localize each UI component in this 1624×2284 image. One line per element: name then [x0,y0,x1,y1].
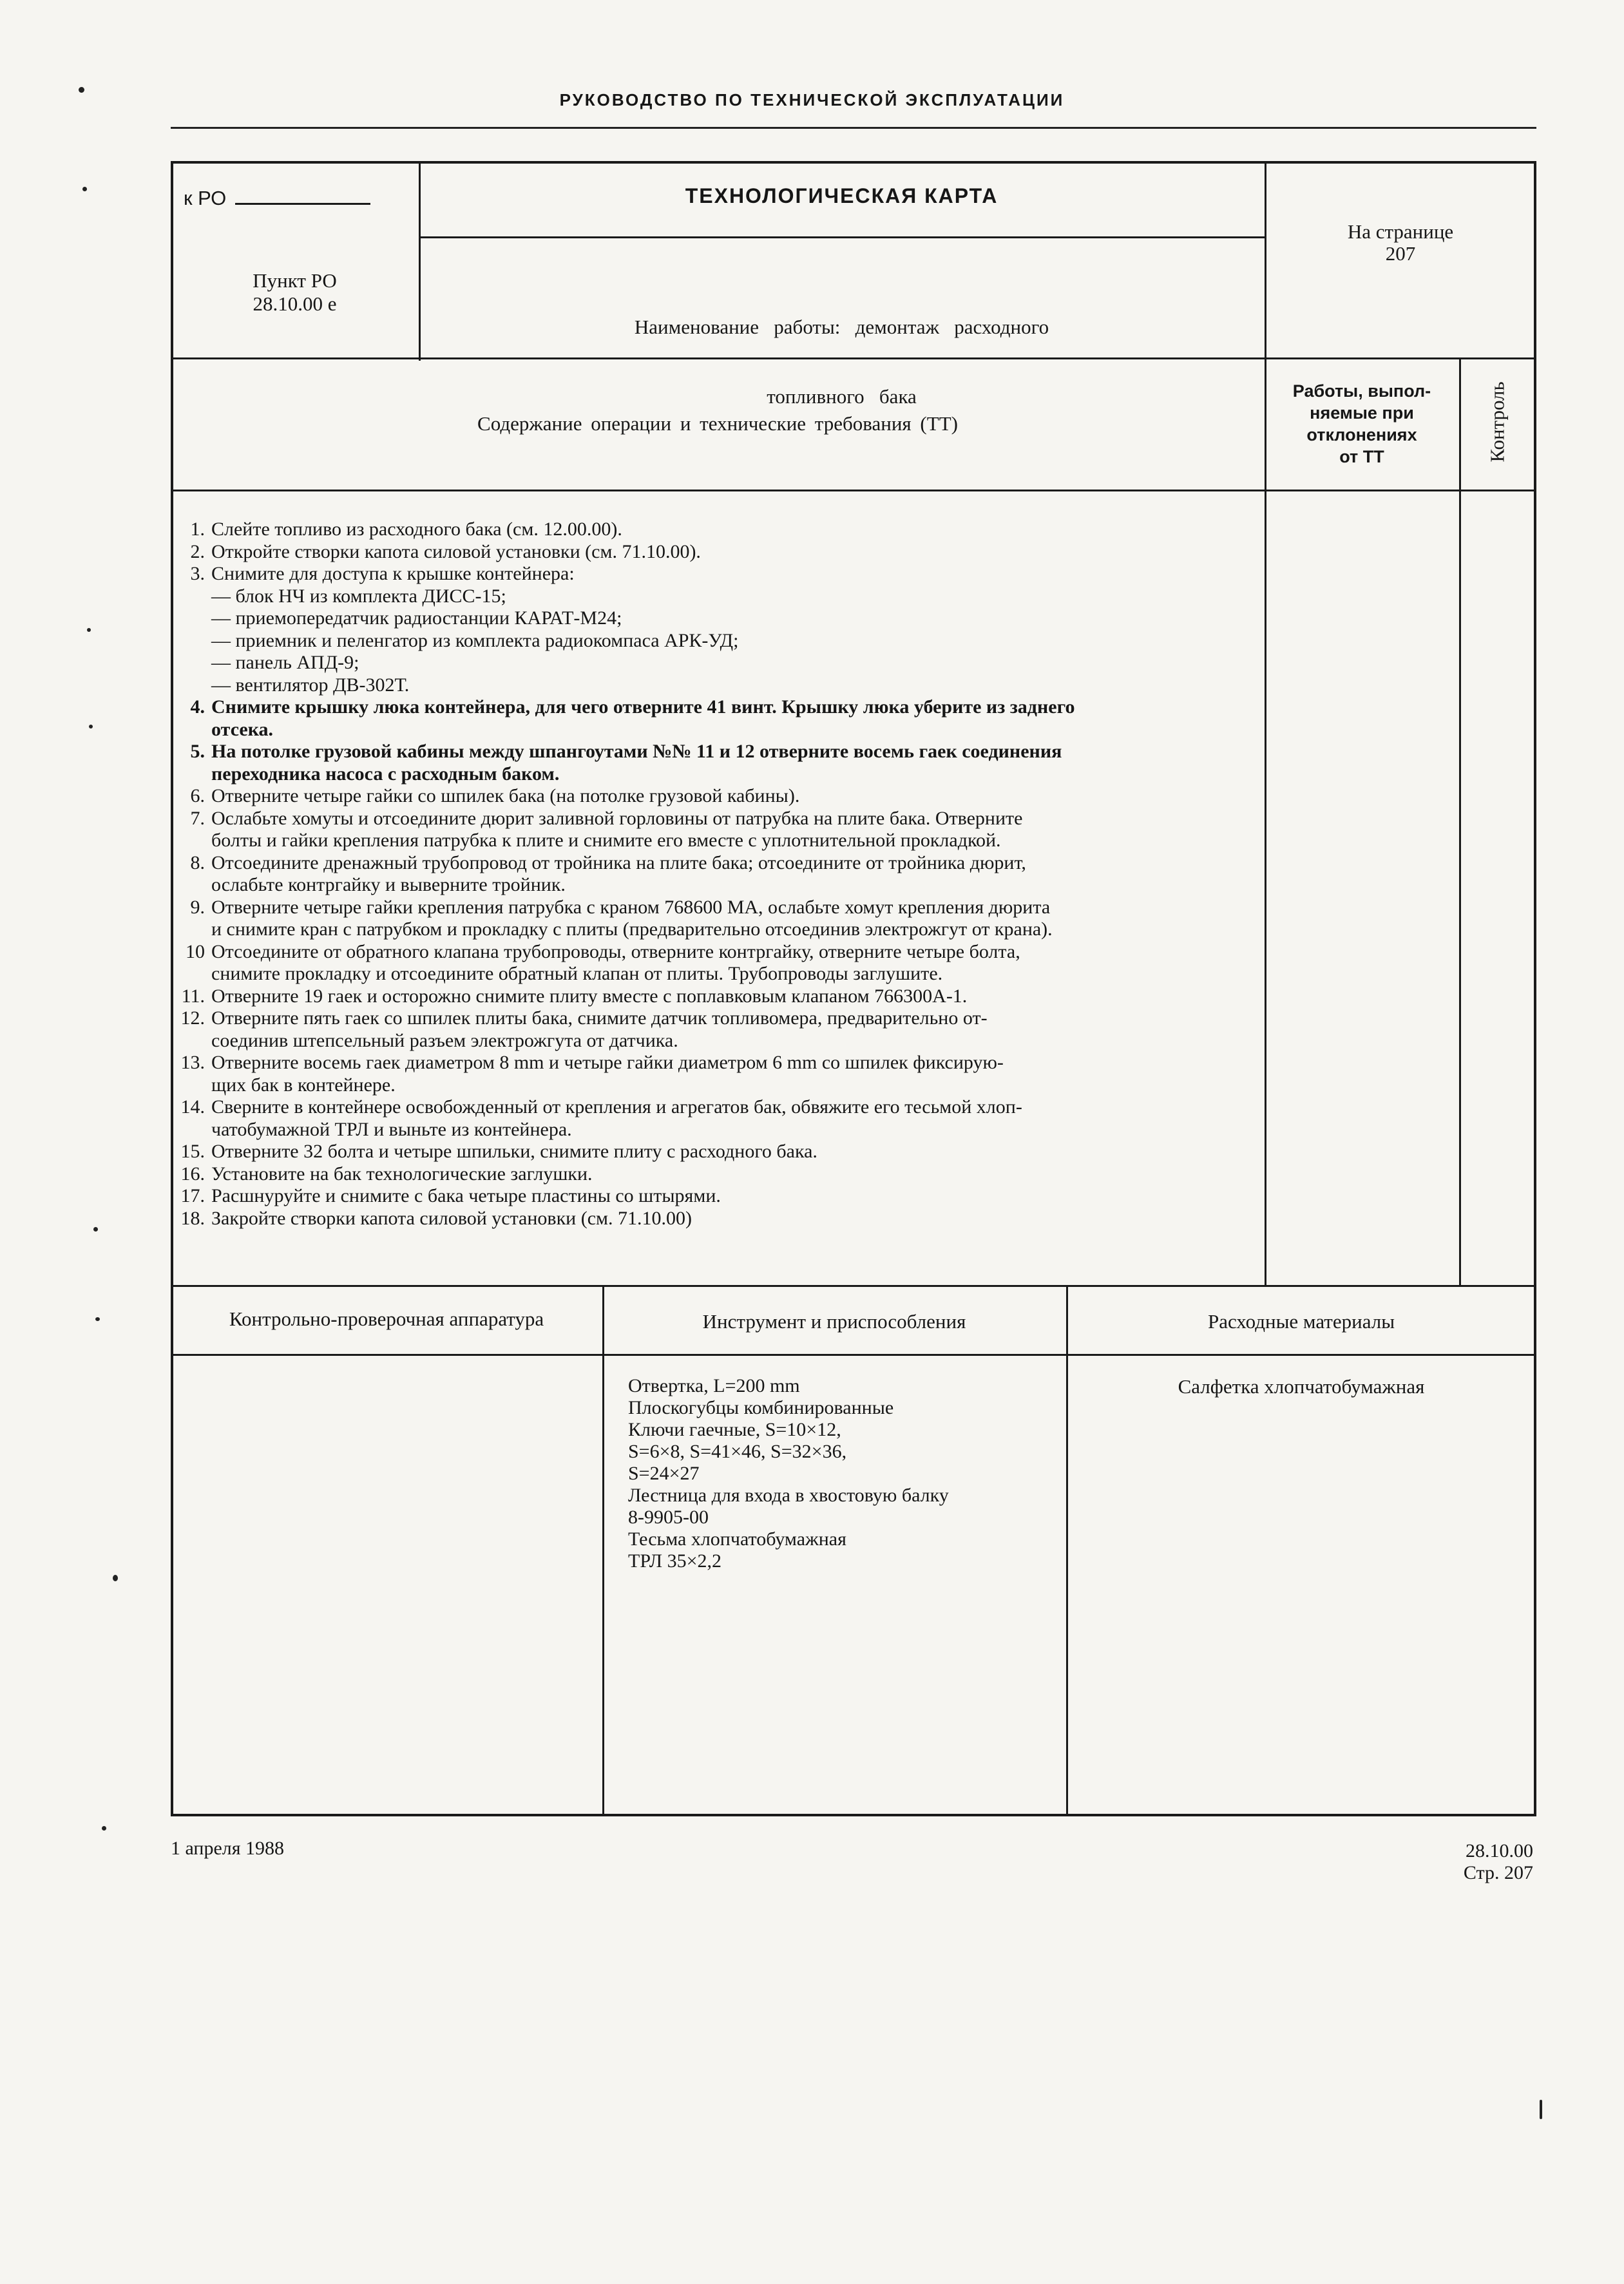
deviations-line: няемые при [1310,403,1414,423]
content-column-header: Содержание операции и технические требования (ТТ) [477,412,958,435]
operation-item [175,963,1261,985]
operation-item [175,585,1261,608]
scan-speck [1540,2100,1542,2119]
operation-item [175,1141,1261,1163]
on-page-label: На странице [1347,220,1454,243]
scan-speck [79,87,84,93]
operation-text: Отверните 32 болта и четыре шпильки, снимите плиту с расходного бака. [211,1141,817,1162]
operation-text: Откройте створки капота силовой установки (см. 71.10.00). [211,540,701,562]
footer-ref [1404,1840,1533,1884]
operation-text: — приемопередатчик радиостанции КАРАТ-М24; [211,607,622,629]
operation-item [175,1185,1261,1208]
operation-text: Отверните четыре гайки крепления патрубка с краном 768600 МА, ослабьте хомут крепления дюрита [211,896,1051,918]
scan-speck [82,187,87,191]
operation-text: Отверните четыре гайки со шпилек бака (на потолке грузовой кабины). [211,785,800,806]
deviations-line: отклонениях [1306,425,1417,444]
operation-item [175,1030,1261,1052]
operation-item [175,519,1261,541]
operation-text: Отверните 19 гаек и осторожно снимите плиту вместе с поплавковым клапаном 766300А-1. [211,985,968,1007]
operation-number [175,719,211,741]
operation-text: соединив штепсельный разъем электрожгута от датчика. [211,1029,678,1051]
footer-code: 28.10.00 [1466,1840,1533,1861]
divider [1066,1285,1068,1816]
operation-item [175,1052,1261,1074]
operation-text: Закройте створки капота силовой установки (см. 71.10.00) [211,1207,693,1229]
k-ro-blank [235,187,370,205]
k-ro-label: к РО [184,187,227,209]
operation-item [175,763,1261,786]
operation-text: Сверните в контейнере освобожденный от крепления и агрегатов бак, обвяжите его тесьмой хлоп- [211,1096,1022,1118]
deviations-line: Работы, выпол- [1292,381,1431,401]
divider [171,1285,1536,1287]
operation-item [175,563,1261,585]
operation-number [175,1030,211,1052]
operation-item [175,674,1261,697]
operation-number: 10 [186,940,205,962]
operation-number: 7. [190,807,205,829]
materials-column-header: Расходные материалы [1207,1310,1395,1333]
operation-item [175,1074,1261,1097]
operation-number: 2. [190,540,205,562]
operation-text: Отсоедините дренажный трубопровод от тройника на плите бака; отсоедините от тройника дюрит, [211,852,1026,873]
scan-speck [102,1826,106,1831]
punkt-value: 28.10.00 е [253,292,337,315]
card-title: ТЕХНОЛОГИЧЕСКАЯ КАРТА [685,184,998,207]
deviations-line: от ТТ [1339,447,1384,466]
divider [1265,161,1266,1285]
control-column-header [1459,357,1536,486]
operation-text: щих бак в контейнере. [211,1074,396,1096]
scan-speck [89,725,93,728]
operation-text: — блок НЧ из комплекта ДИСС-15; [211,585,506,607]
operation-number [175,830,211,852]
control-label: Контроль [1486,381,1509,462]
operation-item [175,719,1261,741]
tool-item: Тесьма хлопчатобумажная [628,1528,846,1550]
operation-item [175,808,1261,830]
operation-text: Ослабьте хомуты и отсоедините дюрит заливной горловины от патрубка на плите бака. Отверните [211,807,1023,829]
operation-text: — вентилятор ДВ-302Т. [211,674,410,696]
operation-number: 15. [180,1141,205,1162]
operation-text: — приемник и пеленгатор из комплекта радиокомпаса АРК-УД; [211,629,739,651]
tool-item: S=24×27 [628,1463,700,1484]
operation-number [175,630,211,652]
operation-item [175,630,1261,652]
operation-number: 9. [190,896,205,918]
tools-list [628,1375,1060,1572]
work-name-cell [419,269,1265,432]
scan-speck [87,628,91,632]
header-rule [171,127,1536,129]
operation-text: Установите на бак технологические заглушки. [211,1163,593,1185]
operation-number: 12. [180,1007,205,1029]
operation-number: 13. [180,1052,205,1073]
operation-item [175,785,1261,808]
operation-item [175,696,1261,719]
tool-item: Отвертка, L=200 mm [628,1375,800,1396]
operation-number: 11. [181,985,205,1007]
operation-number [175,585,211,608]
operation-number [175,607,211,630]
on-page-value: 207 [1385,242,1416,265]
operation-item [175,741,1261,763]
materials-value: Салфетка хлопчатобумажная [1178,1375,1425,1398]
footer-page: Стр. 207 [1463,1862,1533,1883]
operation-item [175,607,1261,630]
operation-item [175,830,1261,852]
operation-item [175,1096,1261,1119]
work-name-line2: топливного бака [767,385,917,408]
operation-item [175,1007,1261,1030]
operation-number: 6. [190,785,205,806]
operations-list [175,519,1261,1230]
running-header: РУКОВОДСТВО ПО ТЕХНИЧЕСКОЙ ЭКСПЛУАТАЦИИ [559,90,1065,109]
operation-item [175,541,1261,564]
operation-text: чатобумажной ТРЛ и выньте из контейнера. [211,1118,572,1140]
operation-text: — панель АПД-9; [211,652,359,673]
operation-number [175,1074,211,1097]
operation-number: 1. [190,519,205,540]
operation-number: 18. [180,1207,205,1229]
operations-list-container [175,519,1261,1230]
operation-item [175,941,1261,964]
operation-item [175,1119,1261,1141]
divider [171,1354,1536,1356]
operation-text: Отверните пять гаек со шпилек плиты бака, снимите датчик топливомера, предварительно от- [211,1007,988,1029]
k-ro-field [184,187,370,210]
operation-item [175,918,1261,941]
divider [419,236,1266,238]
operation-number: 3. [190,563,205,584]
operation-number: 5. [190,741,205,762]
operation-number [175,918,211,941]
operation-text: Отверните восемь гаек диаметром 8 mm и четыре гайки диаметром 6 mm со шпилек фиксирую- [211,1052,1004,1073]
tools-column-header: Инструмент и приспособления [702,1310,966,1333]
divider [1459,357,1461,1285]
footer-date: 1 апреля 1988 [171,1838,285,1859]
tool-item: Плоскогубцы комбинированные [628,1397,894,1418]
operation-text: Слейте топливо из расходного бака (см. 12.00.00). [211,519,622,540]
operation-text: снимите прокладку и отсоедините обратный клапан от плиты. Трубопроводы заглушите. [211,963,943,984]
operation-text: Снимите крышку люка контейнера, для чего отверните 41 винт. Крышку люка уберите из заднего [211,696,1075,718]
operation-text: и снимите кран с патрубком и прокладку с плиты (предварительно отсоединив электрожгут от крана). [211,918,1053,940]
operation-number: 8. [190,852,205,873]
operation-number [175,874,211,897]
operation-item [175,874,1261,897]
scan-speck [95,1317,100,1321]
scan-speck [113,1575,118,1581]
scan-speck [93,1227,98,1232]
work-name-line1: Наименование работы: демонтаж расходного [634,316,1049,338]
operation-item [175,985,1261,1008]
operation-text: отсека. [211,718,274,740]
operation-text: ослабьте контргайку и выверните тройник. [211,874,566,895]
operation-number [175,963,211,985]
punkt-ro-cell [171,269,419,316]
operation-item [175,897,1261,919]
operation-item [175,1163,1261,1186]
operation-number: 17. [180,1185,205,1206]
punkt-label: Пункт РО [253,269,337,292]
operation-item [175,1208,1261,1230]
tool-item: 8-9905-00 [628,1507,709,1528]
tool-item: Лестница для входа в хвостовую балку [628,1485,949,1506]
deviations-column-header [1265,380,1459,468]
operation-text: Снимите для доступа к крышке контейнера: [211,563,575,584]
operation-number [175,1119,211,1141]
operation-number: 4. [190,696,205,718]
tool-item: S=6×8, S=41×46, S=32×36, [628,1441,847,1462]
operation-text: Отсоедините от обратного клапана трубопроводы, отверните контргайку, отверните четыре болта, [211,940,1020,962]
operation-number [175,674,211,697]
operation-text: переходника насоса с расходным баком. [211,763,560,785]
operation-text: болты и гайки крепления патрубка к плите и снимите его вместе с уплотнительной прокладкой. [211,830,1001,851]
divider [171,490,1536,491]
operation-number: 16. [180,1163,205,1185]
operation-number [175,652,211,674]
operation-text: Расшнуруйте и снимите с бака четыре пластины со штырями. [211,1185,721,1206]
operation-number [175,763,211,786]
operation-text: На потолке грузовой кабины между шпангоутами №№ 11 и 12 отверните восемь гаек соединения [211,741,1062,762]
operation-item [175,652,1261,674]
tool-item: ТРЛ 35×2,2 [628,1550,722,1572]
divider [602,1285,604,1816]
on-page-cell [1265,221,1536,265]
operation-item [175,852,1261,875]
apparatus-column-header: Контрольно-проверочная аппаратура [229,1308,544,1330]
tool-item: Ключи гаечные, S=10×12, [628,1419,841,1440]
operation-number: 14. [180,1096,205,1118]
